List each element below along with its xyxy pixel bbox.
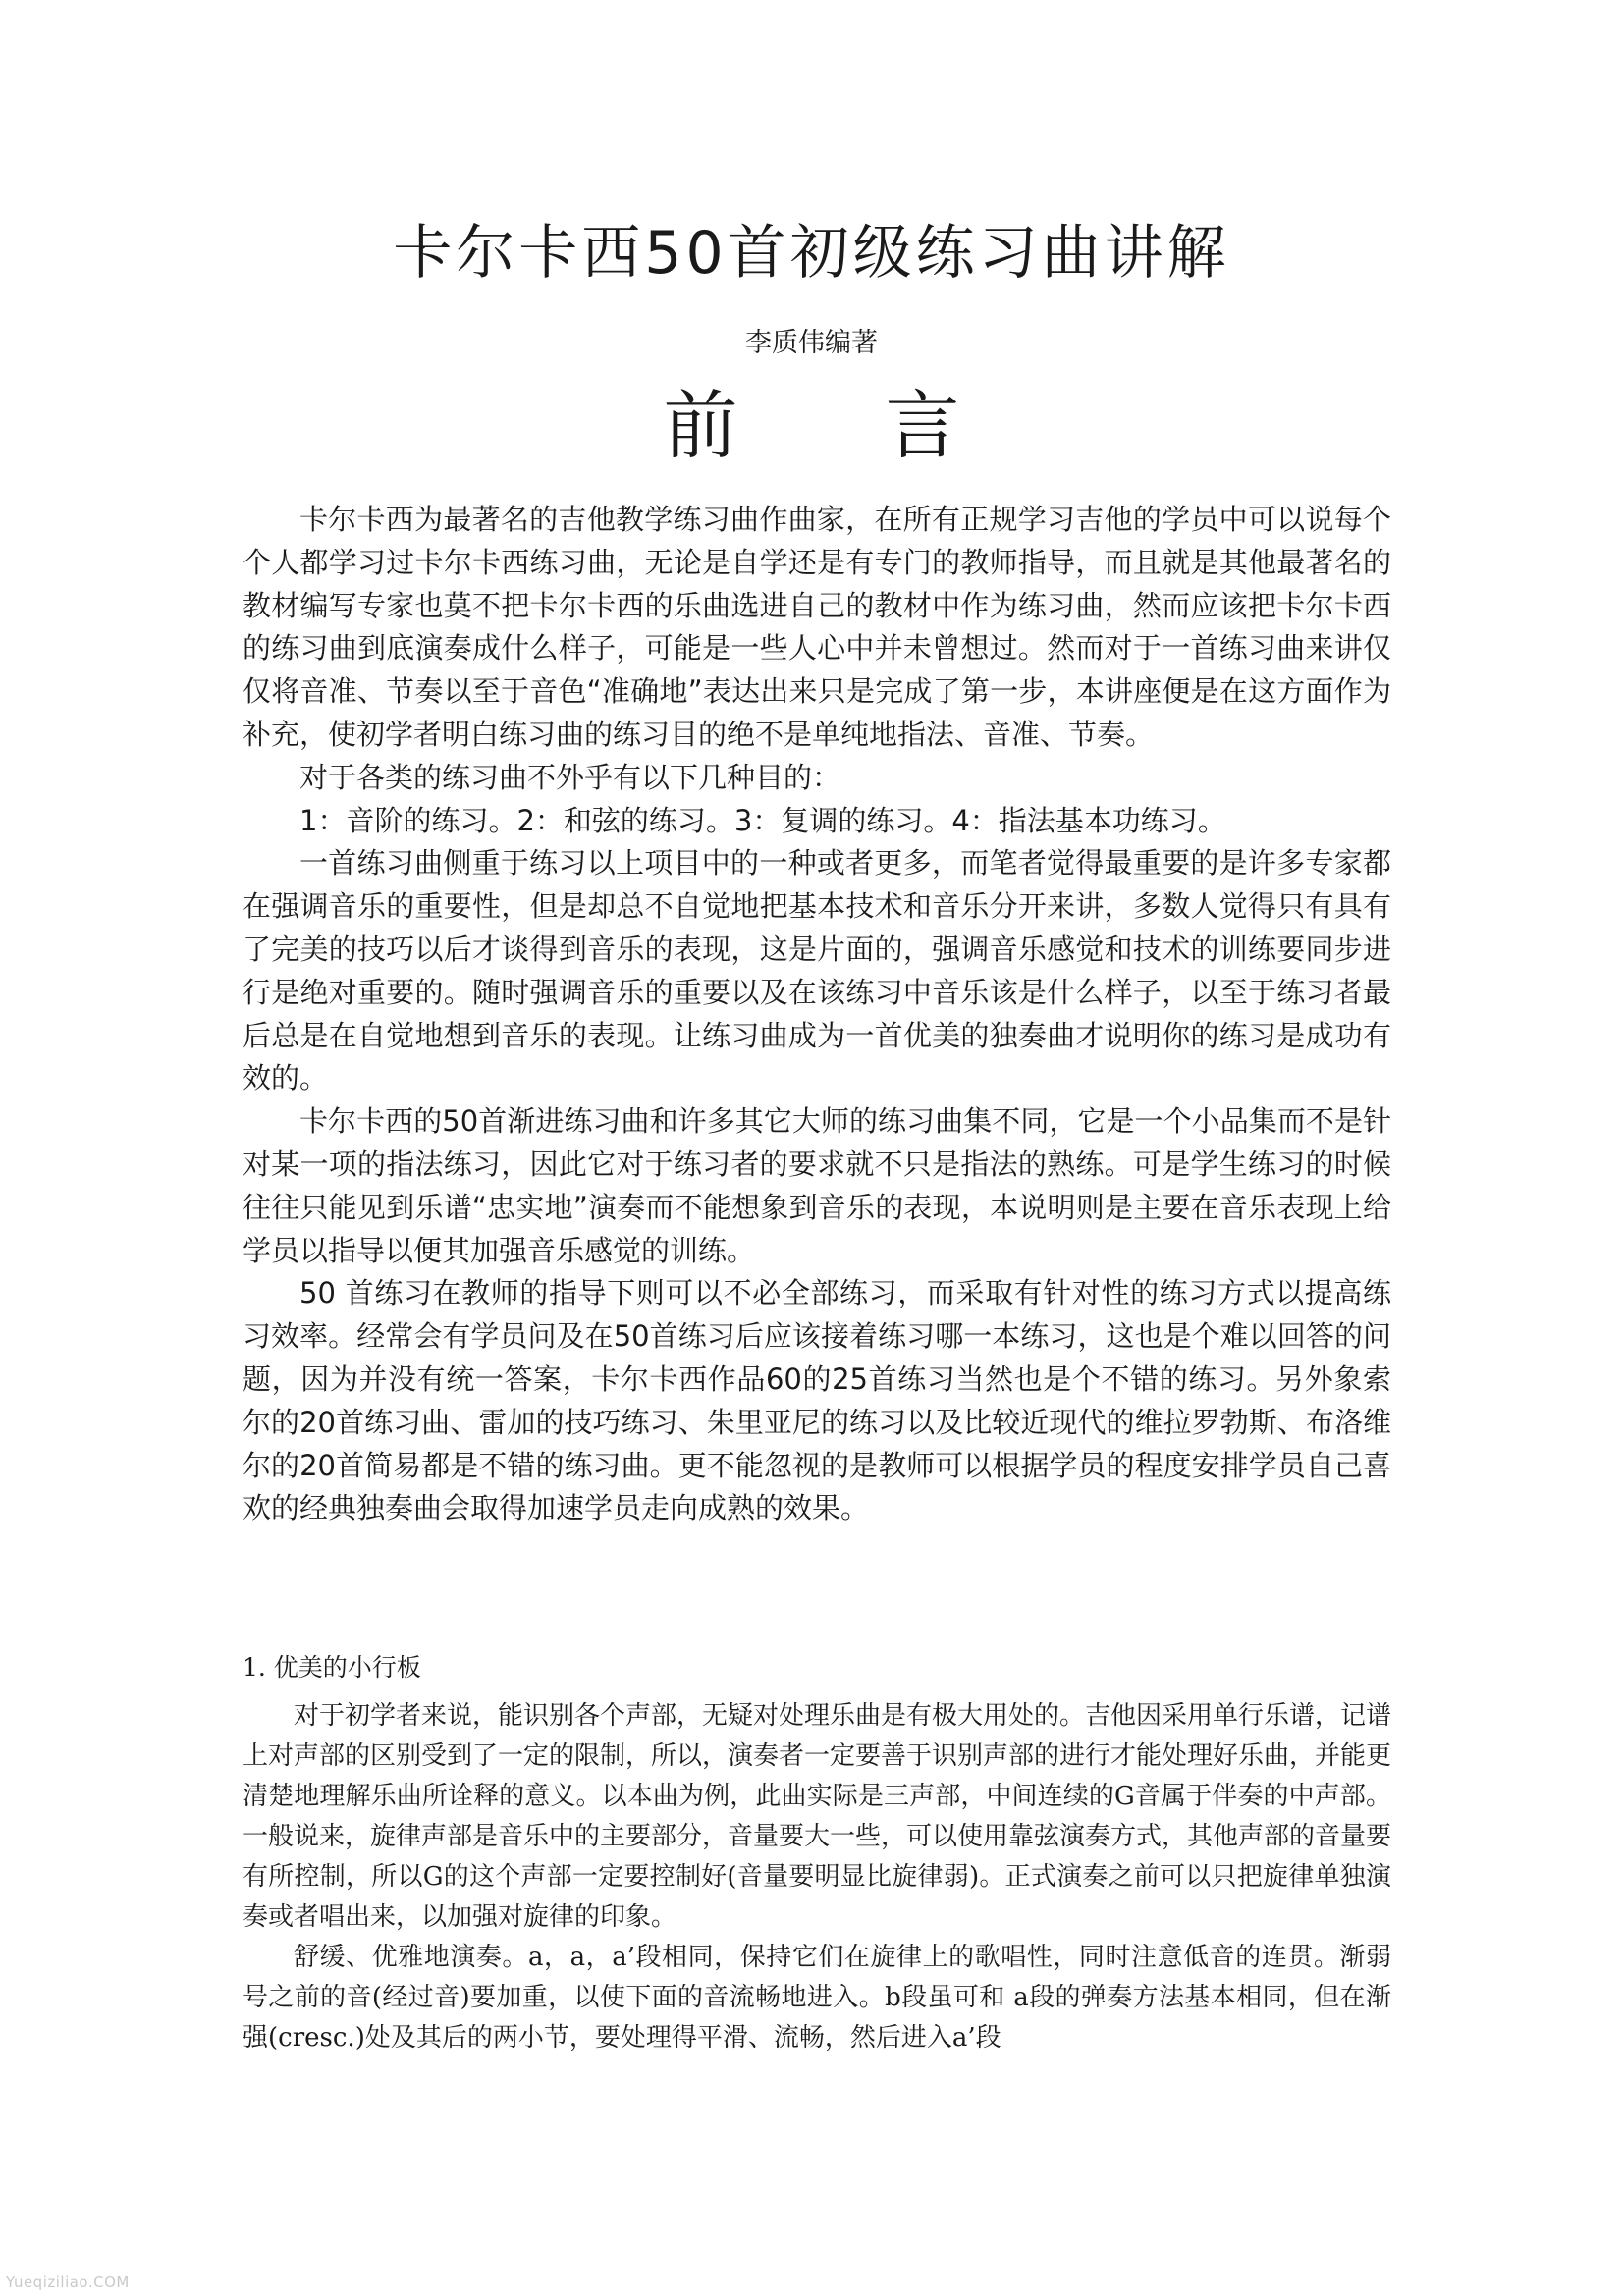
preface-paragraph: 对于各类的练习曲不外乎有以下几种目的： (299, 760, 841, 794)
section-body (243, 1696, 1391, 2058)
preface-heading-first: 前 (663, 382, 738, 469)
preface-body (243, 499, 1391, 1530)
document-title: 卡尔卡西50首初级练习曲讲解 (393, 219, 1230, 288)
site-watermark: Yueqiziliao.COM (6, 2273, 130, 2291)
section-paragraph: 舒缓、优雅地演奏。a，a，a’段相同，保持它们在旋律上的歌唱性，同时注意低音的连贯。渐弱号之前的音(经过音)要加重，以使下面的音流畅地进入。b段虽可和 a段的弹奏方法基本相同，但在渐强(cresc.)处及其后的两小节，要处理得平滑、流畅，然后进入a’段 (243, 1943, 1391, 2053)
preface-heading-second: 言 (885, 382, 960, 469)
preface-paragraph: 卡尔卡西为最著名的吉他教学练习曲作曲家，在所有正规学习吉他的学员中可以说每个个人都学习过卡尔卡西练习曲，无论是自学还是有专门的教师指导，而且就是其他最著名的教材编写专家也莫不把卡尔卡西的乐曲选进自己的教材中作为练习曲，然而应该把卡尔卡西的练习曲到底演奏成什么样子，可能是一些人心中并未曾想过。然而对于一首练习曲来讲仅仅将音准、节奏以至于音色“准确地”表达出来只是完成了第一步，本讲座便是在这方面作为补充，使初学者明白练习曲的练习目的绝不是单纯地指法、音准、节奏。 (243, 503, 1391, 751)
preface-paragraph: 一首练习曲侧重于练习以上项目中的一种或者更多，而笔者觉得最重要的是许多专家都在强调音乐的重要性，但是却总不自觉地把基本技术和音乐分开来讲，多数人觉得只有具有了完美的技巧以后才谈得到音乐的表现，这是片面的，强调音乐感觉和技术的训练要同步进行是绝对重要的。随时强调音乐的重要以及在该练习中音乐该是什么样子，以至于练习者最后总是在自觉地想到音乐的表现。让练习曲成为一首优美的独奏曲才说明你的练习是成功有效的。 (243, 846, 1391, 1095)
author-line: 李质伟编著 (745, 328, 878, 358)
preface-paragraph: 卡尔卡西的50首渐进练习曲和许多其它大师的练习曲集不同，它是一个小品集而不是针对某一项的指法练习，因此它对于练习者的要求就不只是指法的熟练。可是学生练习的时候往往只能见到乐谱“忠实地”演奏而不能想象到音乐的表现，本说明则是主要在音乐表现上给学员以指导以便其加强音乐感觉的训练。 (243, 1104, 1391, 1267)
preface-paragraph: 50 首练习在教师的指导下则可以不必全部练习，而采取有针对性的练习方式以提高练习效率。经常会有学员问及在50首练习后应该接着练习哪一本练习，这也是个难以回答的问题，因为并没有统一答案，卡尔卡西作品60的25首练习当然也是个不错的练习。另外象索尔的20首练习曲、雷加的技巧练习、朱里亚尼的练习以及比较近现代的维拉罗勃斯、布洛维尔的20首简易都是不错的练习曲。更不能忽视的是教师可以根据学员的程度安排学员自己喜欢的经典独奏曲会取得加速学员走向成熟的效果。 (243, 1276, 1391, 1525)
preface-paragraph: 1：音阶的练习。2：和弦的练习。3：复调的练习。4：指法基本功练习。 (299, 803, 1226, 837)
section-paragraph: 对于初学者来说，能识别各个声部，无疑对处理乐曲是有极大用处的。吉他因采用单行乐谱，记谱上对声部的区别受到了一定的限制，所以，演奏者一定要善于识别声部的进行才能处理好乐曲，并能更清楚地理解乐曲所诠释的意义。以本曲为例，此曲实际是三声部，中间连续的G音属于伴奏的中声部。一般说来，旋律声部是音乐中的主要部分，音量要大一些，可以使用靠弦演奏方式，其他声部的音量要有所控制，所以G的这个声部一定要控制好(音量要明显比旋律弱)。正式演奏之前可以只把旋律单独演奏或者唱出来，以加强对旋律的印象。 (243, 1701, 1392, 1932)
preface-heading (0, 382, 1623, 469)
section-title: 1. 优美的小行板 (243, 1653, 421, 1682)
